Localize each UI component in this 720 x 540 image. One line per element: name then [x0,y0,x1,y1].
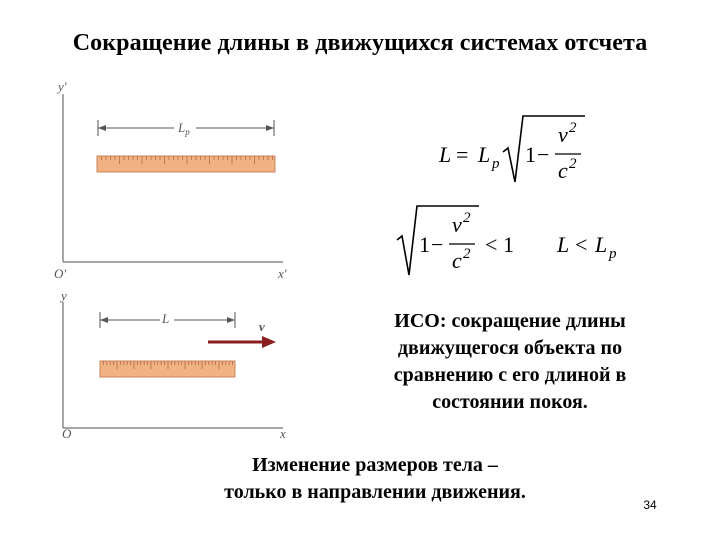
formulas-block [395,110,655,280]
conclusion-line: только в направлении движения. [224,481,526,503]
velocity-label: v [259,319,265,334]
svg-text:1: 1 [419,232,430,257]
y-label: y [61,288,67,303]
svg-text:c: c [452,248,462,273]
length-contraction-formula [438,116,585,183]
bottom-conclusion [155,452,595,506]
origin-label: O [62,426,72,441]
svg-text:c: c [558,158,568,183]
svg-text:L: L [439,142,452,167]
rest-frame [54,80,287,281]
ico-line: состоянии покоя. [432,391,588,413]
svg-text:−: − [537,142,550,167]
svg-text:1: 1 [503,232,514,257]
svg-text:L: L [595,232,608,257]
svg-text:1: 1 [525,142,536,167]
x-prime-label: x′ [278,266,287,281]
page-number: 34 [643,498,657,512]
svg-text:v: v [452,212,462,237]
ico-line: движущегося объекта по [397,337,623,359]
conclusion-line: Изменение размеров тела – [252,454,498,476]
moving-length-label: L [162,311,170,326]
ico-line: сравнению с его длиной в [393,364,627,386]
moving-frame [59,288,286,441]
origin-prime-label: O′ [54,266,67,281]
svg-text:p: p [492,156,500,172]
svg-text:2: 2 [569,120,577,136]
svg-text:=: = [456,142,469,167]
slide-title: Сокращение длины в движущихся системах отсчета [72,30,648,56]
reference-frames-diagram [50,80,310,450]
ico-line: ИСО: сокращение длины [394,310,626,332]
svg-text:L: L [557,232,570,257]
svg-text:v: v [558,122,568,147]
svg-text:2: 2 [463,210,471,226]
ico-explanation [350,308,670,416]
y-prime-label: y′ [58,80,67,94]
svg-text:<: < [485,232,498,257]
svg-text:p: p [609,246,617,262]
svg-text:2: 2 [569,156,577,172]
condition-formula [397,206,514,275]
svg-text:2: 2 [463,246,471,262]
rest-length-label: $L_p$ [178,120,190,137]
x-label: x [280,426,286,441]
svg-text:<: < [575,232,588,257]
svg-text:−: − [431,232,444,257]
svg-text:L: L [478,142,491,167]
length-relation-formula [556,232,617,262]
